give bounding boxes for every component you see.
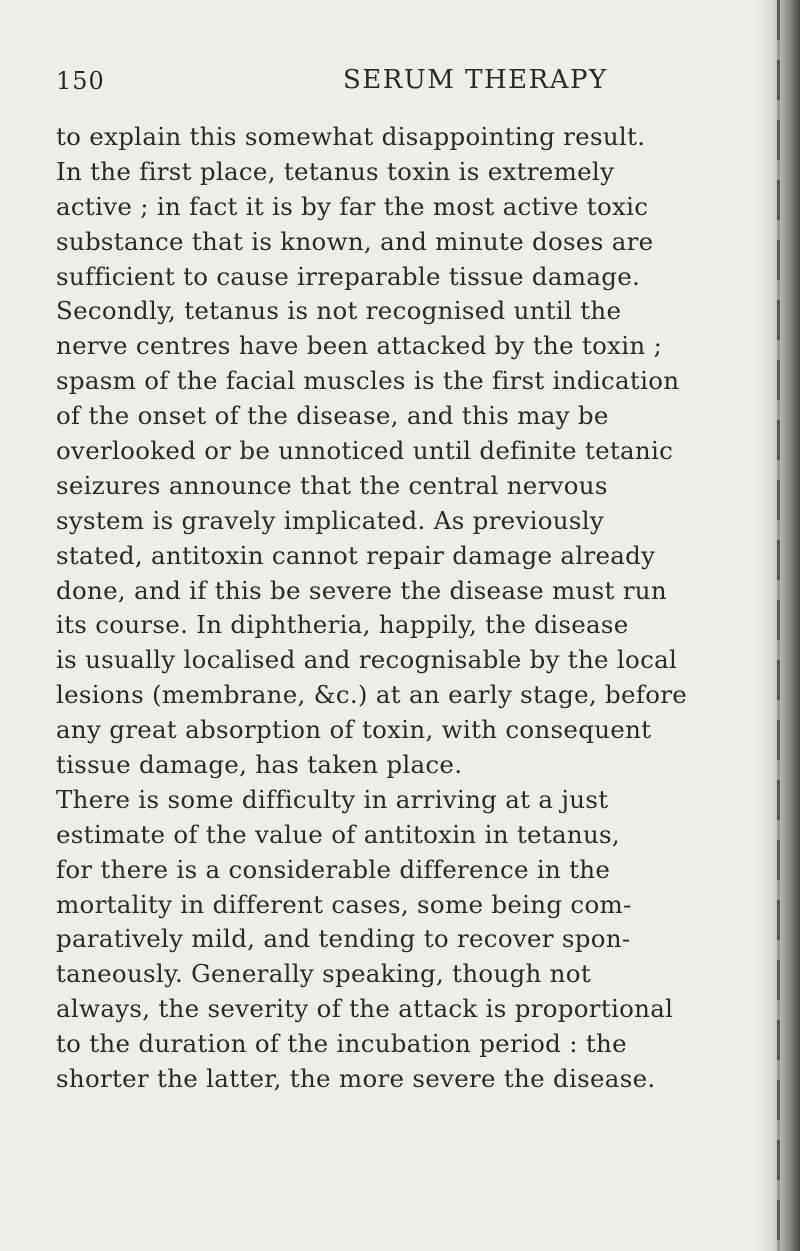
body-text <box>56 120 756 1097</box>
text-line: to explain this somewhat disappointing result. <box>56 122 646 151</box>
running-head: SERUM THERAPY <box>343 65 608 95</box>
text-line: system is gravely implicated. As previously <box>56 505 605 535</box>
text-line: In the first place, tetanus toxin is extremely <box>56 156 615 186</box>
text-line: lesions (membrane, &c.) at an early stage, before <box>56 680 688 710</box>
text-line: seizures announce that the central nervous <box>56 470 608 500</box>
page-number: 150 <box>56 67 105 95</box>
text-line: stated, antitoxin cannot repair damage already <box>56 540 656 570</box>
text-line: nerve centres have been attacked by the toxin ; <box>56 331 663 361</box>
page-header <box>56 63 736 99</box>
text-line: any great absorption of toxin, with consequent <box>56 715 652 745</box>
text-line: estimate of the value of antitoxin in tetanus, <box>56 819 620 849</box>
text-line: mortality in different cases, some being com- <box>56 889 632 919</box>
text-line: always, the severity of the attack is proportional <box>56 994 674 1024</box>
text-line: shorter the latter, the more severe the disease. <box>56 1064 656 1094</box>
text-line: paratively mild, and tending to recover spon- <box>56 924 631 954</box>
paragraph-start-line: There is some difficulty in arriving at a just <box>56 784 609 814</box>
text-line: tissue damage, has taken place. <box>56 750 463 780</box>
text-line: spasm of the facial muscles is the first indication <box>56 366 680 396</box>
text-line: for there is a considerable difference in the <box>56 854 611 884</box>
text-line: done, and if this be severe the disease must run <box>56 575 667 605</box>
text-line: to the duration of the incubation period : the <box>56 1029 627 1059</box>
text-line: active ; in fact it is by far the most active toxic <box>56 191 649 221</box>
text-line: of the onset of the disease, and this may be <box>56 401 609 431</box>
text-line: its course. In diphtheria, happily, the disease <box>56 610 629 640</box>
text-line: overlooked or be unnoticed until definite tetanic <box>56 436 674 466</box>
text-line: taneously. Generally speaking, though not <box>56 959 591 989</box>
text-line: sufficient to cause irreparable tissue damage. <box>56 261 641 291</box>
text-line: substance that is known, and minute doses are <box>56 226 654 256</box>
page-edge-binding <box>777 0 780 1251</box>
text-line: Secondly, tetanus is not recognised until the <box>56 296 622 326</box>
text-line: is usually localised and recognisable by the local <box>56 645 678 675</box>
